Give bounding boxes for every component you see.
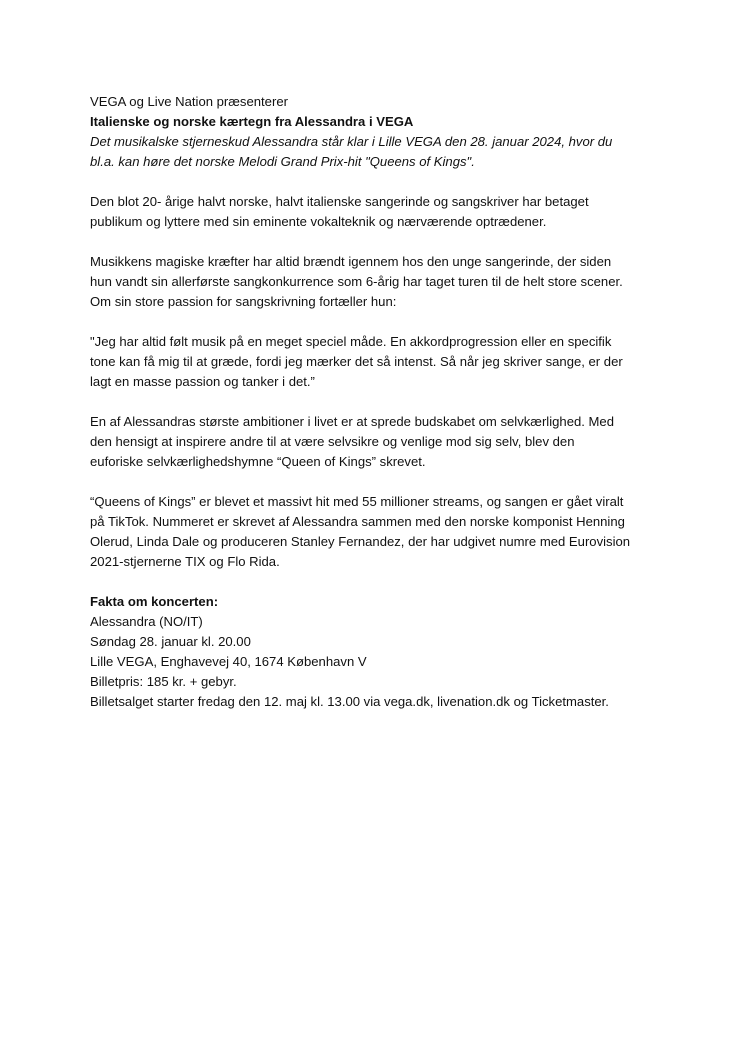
paragraph-intro [90, 192, 690, 232]
paragraph-line: "Jeg har altid følt musik på en meget speciel måde. En akkordprogression eller en specifik [90, 334, 612, 349]
paragraph-line: Olerud, Linda Dale og produceren Stanley Fernandez, der har udgivet numre med Eurovision [90, 534, 631, 549]
facts-heading: Fakta om koncerten: [90, 594, 219, 609]
paragraph-line: En af Alessandras største ambitioner i livet er at sprede budskabet om selvkærlighed. Med [90, 414, 614, 429]
presenter-line: VEGA og Live Nation præsenterer [90, 94, 288, 109]
paragraph-gap [90, 232, 690, 252]
facts-price: Billetpris: 185 kr. + gebyr. [90, 674, 237, 689]
paragraph-background [90, 252, 690, 312]
paragraph-line: publikum og lyttere med sin eminente vokalteknik og nærværende optrædener. [90, 214, 547, 229]
paragraph-gap [90, 392, 690, 412]
paragraph-line: euforiske selvkærlighedshymne “Queen of Kings” skrevet. [90, 454, 426, 469]
facts-artist: Alessandra (NO/IT) [90, 614, 203, 629]
paragraph-gap [90, 472, 690, 492]
paragraph-line: Om sin store passion for sangskrivning fortæller hun: [90, 294, 397, 309]
facts-section [90, 592, 690, 712]
facts-date: Søndag 28. januar kl. 20.00 [90, 634, 251, 649]
lead-line: bl.a. kan høre det norske Melodi Grand Prix-hit "Queens of Kings". [90, 154, 475, 169]
paragraph-line: hun vandt sin allerførste sangkonkurrence som 6-årig har taget turen til de helt store scener. [90, 274, 623, 289]
headline: Italienske og norske kærtegn fra Alessandra i VEGA [90, 114, 414, 129]
paragraph-hit [90, 492, 690, 572]
paragraph-line: tone kan få mig til at græde, fordi jeg mærker det så intenst. Så når jeg skriver sange, er der [90, 354, 623, 369]
paragraph-ambition [90, 412, 690, 472]
paragraph-quote [90, 332, 690, 392]
paragraph-line: Musikkens magiske kræfter har altid brændt igennem hos den unge sangerinde, der siden [90, 254, 612, 269]
paragraph-gap [90, 572, 690, 592]
paragraph-line: “Queens of Kings” er blevet et massivt hit med 55 millioner streams, og sangen er gået viralt [90, 494, 624, 509]
facts-venue: Lille VEGA, Enghavevej 40, 1674 København V [90, 654, 367, 669]
paragraph-gap [90, 312, 690, 332]
paragraph-line: på TikTok. Nummeret er skrevet af Alessandra sammen med den norske komponist Henning [90, 514, 625, 529]
facts-ticket-sale: Billetsalget starter fredag den 12. maj kl. 13.00 via vega.dk, livenation.dk og Ticketmaster. [90, 694, 609, 709]
paragraph-line: Den blot 20- årige halvt norske, halvt italienske sangerinde og sangskriver har betaget [90, 194, 589, 209]
paragraph-line: den hensigt at inspirere andre til at være selvsikre og venlige mod sig selv, blev den [90, 434, 575, 449]
lead-paragraph [90, 132, 690, 172]
press-release-document [90, 92, 690, 712]
paragraph-gap [90, 172, 690, 192]
lead-line: Det musikalske stjerneskud Alessandra står klar i Lille VEGA den 28. januar 2024, hvor du [90, 134, 613, 149]
paragraph-line: lagt en masse passion og tanker i det.” [90, 374, 315, 389]
paragraph-line: 2021-stjernerne TIX og Flo Rida. [90, 554, 280, 569]
